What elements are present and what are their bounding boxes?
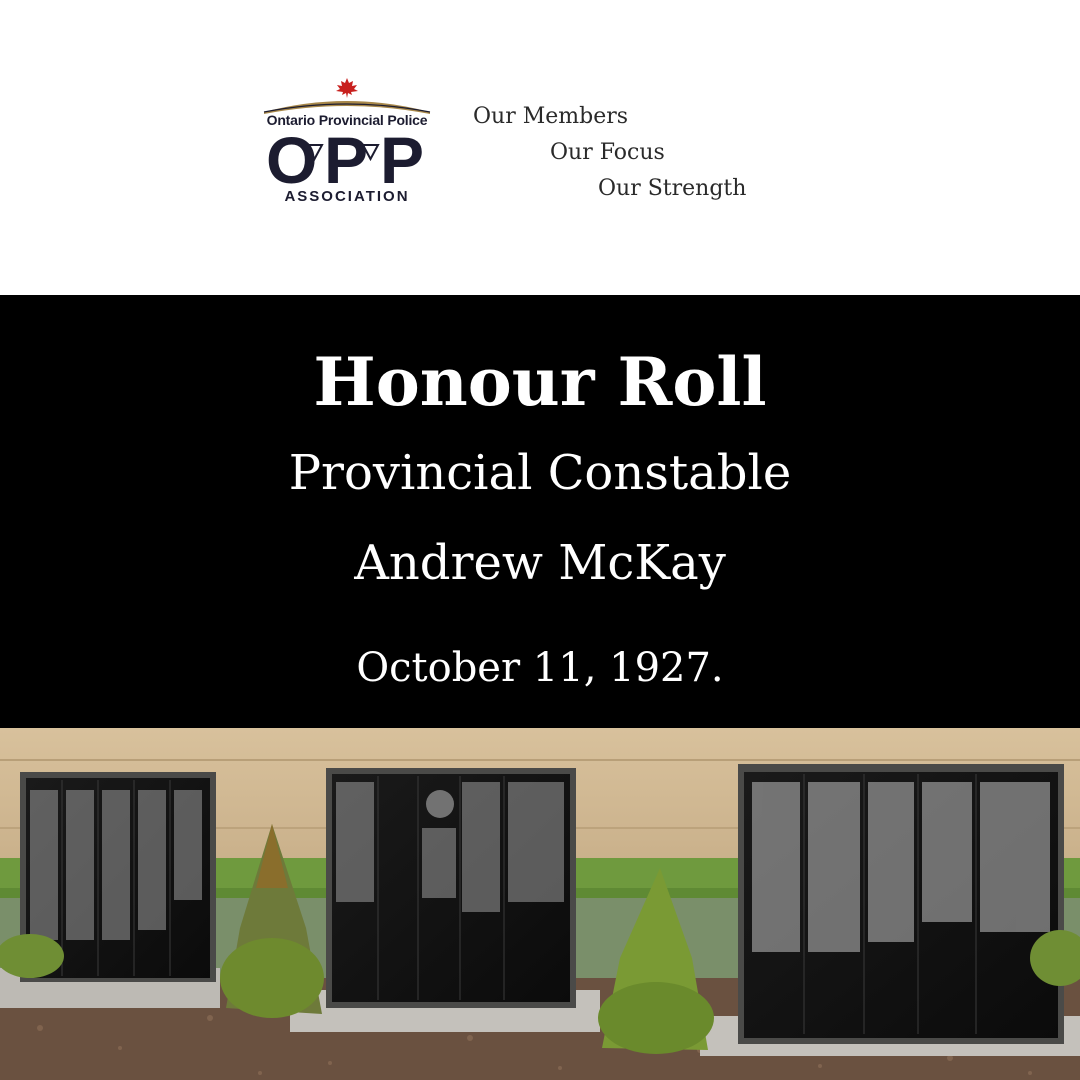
honour-banner (0, 295, 1080, 728)
officer-rank: Provincial Constable (288, 445, 792, 501)
logo-letter-p2: P (380, 125, 425, 187)
header (0, 0, 1080, 295)
logo-bottom-text: ASSOCIATION (284, 188, 410, 205)
memorial-wall-photo (0, 728, 1080, 1080)
logo-letter-o: O (266, 125, 318, 187)
date-of-death: October 11, 1927. (356, 645, 724, 691)
tagline-line-2: Our Focus (550, 140, 665, 165)
tagline-line-3: Our Strength (598, 176, 747, 201)
logo-letter-p1: P (324, 125, 369, 187)
tagline-line-1: Our Members (473, 104, 629, 129)
opp-letters (262, 125, 432, 187)
logo-arch-icon (262, 92, 432, 114)
logo-top-text: Ontario Provincial Police (266, 112, 428, 128)
opp-association-logo (262, 78, 432, 210)
banner-title: Honour Roll (313, 343, 767, 421)
officer-name: Andrew McKay (354, 535, 726, 591)
